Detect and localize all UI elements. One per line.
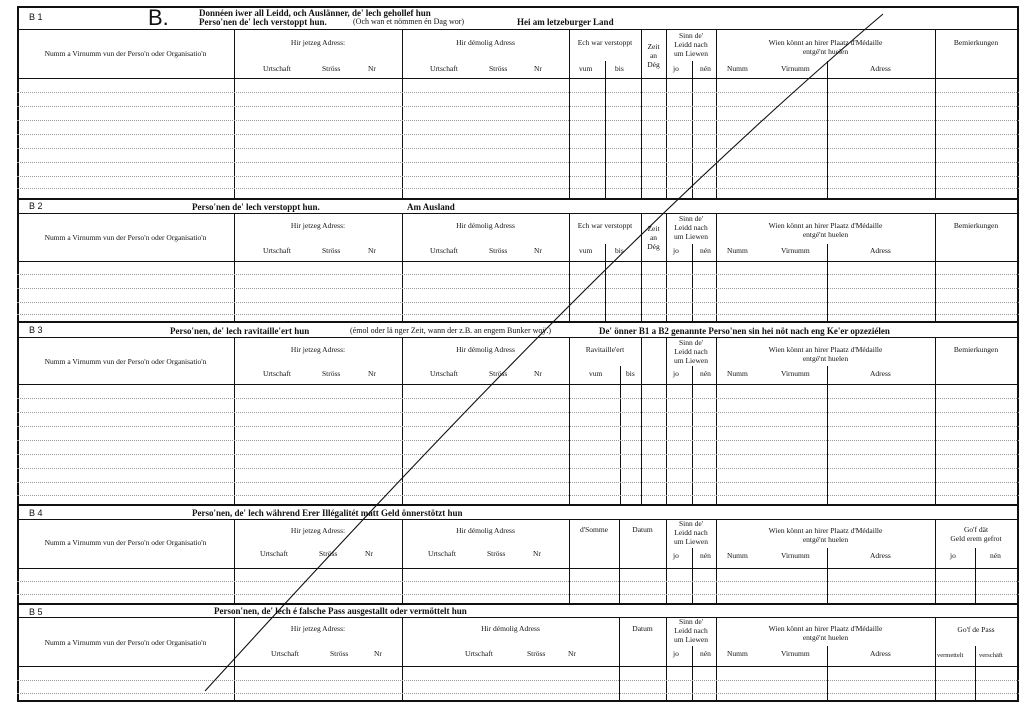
- medal-header-2: entgé'nt huelen: [802, 535, 849, 544]
- alive-header-2: Leidd nach: [674, 223, 708, 232]
- current-address-header: Hir jetzeg Adress:: [290, 345, 346, 354]
- firstname-header: Virnumm: [781, 246, 810, 255]
- street-header: Ströss: [489, 246, 508, 255]
- from-header: vum: [589, 369, 603, 378]
- pass-given-header: Go'f de Pass: [957, 625, 995, 634]
- nr-header: Nr: [368, 246, 376, 255]
- section-extra: De' önner B1 a B2 genannte Perso'nen sin hei nöt nach eng Ke'er opzeziélen: [599, 326, 890, 336]
- street-header: Ströss: [527, 649, 546, 658]
- to-header: bis: [615, 64, 624, 73]
- address-header: Adress: [870, 369, 891, 378]
- no-header: nén: [700, 64, 711, 73]
- section-title: Donnéen iwer all Leidd, och Auslänner, de' lech gehollef hun: [199, 8, 431, 18]
- yes-header: jo: [673, 246, 679, 255]
- nr-header: Nr: [568, 649, 576, 658]
- nr-header: Nr: [368, 64, 376, 73]
- nr-header: Nr: [533, 549, 541, 558]
- alive-header: Sinn de': [678, 338, 704, 347]
- current-address-header: Hir jetzeg Adress:: [290, 624, 346, 633]
- firstname-header: Virnumm: [781, 649, 810, 658]
- section-title-2: Perso'nen de' lech verstoppt hun.: [199, 17, 327, 27]
- former-address-header: Hir démolig Adress: [456, 345, 515, 354]
- medal-header-2: entgé'nt huelen: [802, 230, 849, 239]
- time-header-3: Dég: [647, 60, 660, 69]
- surname-header: Numm: [727, 369, 748, 378]
- town-header: Urtschaft: [430, 369, 458, 378]
- alive-header-2: Leidd nach: [674, 40, 708, 49]
- section-note: (Och wan et nömmen én Dag wor): [353, 17, 465, 26]
- medal-header: Wien könnt an hirer Plaatz d'Médaille: [768, 526, 883, 535]
- alive-header: Sinn de': [678, 31, 704, 40]
- yes-header: jo: [673, 649, 679, 658]
- brokered-header: vermettelt: [937, 652, 964, 659]
- section-place: Am Ausland: [407, 202, 455, 212]
- street-header: Ströss: [330, 649, 349, 658]
- no-header: nén: [700, 551, 711, 560]
- remarks-header: Bemierkungen: [953, 38, 999, 47]
- yes-header: jo: [950, 551, 956, 560]
- diagonal-strike-line: [17, 6, 1019, 702]
- alive-header: Sinn de': [678, 617, 704, 626]
- current-address-header: Hir jetzeg Adress:: [290, 526, 346, 535]
- former-address-header: Hir démolig Adress: [481, 624, 540, 633]
- name-col-header: Numm a Virnumm vun der Perso'n oder Organisatio'n: [44, 638, 207, 647]
- section-title: Perso'nen, de' lech ravitaille'ert hun: [170, 326, 310, 336]
- alive-header-3: um Liewen: [674, 49, 708, 58]
- section-label: B 3: [29, 325, 43, 335]
- remarks-header: Bemierkungen: [953, 345, 999, 354]
- to-header: bis: [615, 246, 624, 255]
- nr-header: Nr: [534, 369, 542, 378]
- given-back-header-2: Geld erem gefrot: [950, 534, 1002, 543]
- section-label: B 2: [29, 201, 43, 211]
- made-header: verschäft: [979, 652, 1003, 659]
- no-header: nén: [700, 369, 711, 378]
- name-col-header: Numm a Virnumm vun der Perso'n oder Organisatio'n: [44, 49, 207, 58]
- alive-header: Sinn de': [678, 519, 704, 528]
- town-header: Urtschaft: [428, 549, 456, 558]
- nr-header: Nr: [374, 649, 382, 658]
- nr-header: Nr: [534, 64, 542, 73]
- alive-header-2: Leidd nach: [674, 626, 708, 635]
- current-address-header: Hir jetzeg Adress:: [290, 221, 346, 230]
- yes-header: jo: [673, 64, 679, 73]
- form-sheet: [17, 6, 1019, 702]
- name-col-header: Numm a Virnumm vun der Perso'n oder Organisatio'n: [44, 233, 207, 242]
- former-address-header: Hir démolig Adress: [456, 526, 515, 535]
- from-header: vum: [579, 246, 593, 255]
- street-header: Ströss: [489, 64, 508, 73]
- yes-header: jo: [673, 551, 679, 560]
- sum-header: d'Somme: [579, 525, 609, 534]
- town-header: Urtschaft: [430, 246, 458, 255]
- nr-header: Nr: [365, 549, 373, 558]
- address-header: Adress: [870, 246, 891, 255]
- remarks-header: Bemierkungen: [953, 221, 999, 230]
- firstname-header: Virnumm: [781, 551, 810, 560]
- firstname-header: Virnumm: [781, 369, 810, 378]
- section-label: B 5: [29, 607, 43, 617]
- nr-header: Nr: [534, 246, 542, 255]
- address-header: Adress: [870, 649, 891, 658]
- medal-header-2: entgé'nt huelen: [802, 633, 849, 642]
- surname-header: Numm: [727, 649, 748, 658]
- no-header: nén: [990, 551, 1001, 560]
- section-label: B 4: [29, 508, 43, 518]
- town-header: Urtschaft: [430, 64, 458, 73]
- alive-header-3: um Liewen: [674, 232, 708, 241]
- former-address-header: Hir démolig Adress: [456, 38, 515, 47]
- street-header: Ströss: [489, 369, 508, 378]
- alive-header: Sinn de': [678, 214, 704, 223]
- yes-header: jo: [673, 369, 679, 378]
- alive-header-2: Leidd nach: [674, 347, 708, 356]
- section-title: Perso'nen, de' lech während Erer Illégalitét matt Geld önnerstötzt hun: [192, 508, 463, 518]
- address-header: Adress: [870, 64, 891, 73]
- medal-header-2: entgé'nt huelen: [802, 354, 849, 363]
- medal-header: Wien könnt an hirer Plaatz d'Médaille: [768, 38, 883, 47]
- section-place: Hei am letzeburger Land: [517, 17, 614, 27]
- town-header: Urtschaft: [263, 246, 291, 255]
- street-header: Ströss: [487, 549, 506, 558]
- form-mark: B.: [148, 5, 169, 30]
- alive-header-2: Leidd nach: [674, 528, 708, 537]
- to-header: bis: [626, 369, 635, 378]
- nr-header: Nr: [368, 369, 376, 378]
- time-header: Zeit: [647, 42, 660, 51]
- address-header: Adress: [870, 551, 891, 560]
- alive-header-3: um Liewen: [674, 537, 708, 546]
- from-header: vum: [579, 64, 593, 73]
- street-header: Ströss: [322, 64, 341, 73]
- name-col-header: Numm a Virnumm vun der Perso'n oder Organisatio'n: [44, 357, 207, 366]
- street-header: Ströss: [319, 549, 338, 558]
- alive-header-3: um Liewen: [674, 635, 708, 644]
- date-header: Datum: [632, 525, 653, 534]
- town-header: Urtschaft: [260, 549, 288, 558]
- alive-header-3: um Liewen: [674, 356, 708, 365]
- current-address-header: Hir jetzeg Adress:: [290, 38, 346, 47]
- medal-header: Wien könnt an hirer Plaatz d'Médaille: [768, 345, 883, 354]
- medal-header: Wien könnt an hirer Plaatz d'Médaille: [768, 221, 883, 230]
- section-note: (émol oder lä nger Zeit, wann der z.B. an engem Bunker woÿ.): [350, 326, 552, 335]
- medal-header: Wien könnt an hirer Plaatz d'Médaille: [768, 624, 883, 633]
- supplied-header: Ravitaille'ert: [585, 345, 625, 354]
- former-address-header: Hir démolig Adress: [456, 221, 515, 230]
- street-header: Ströss: [322, 246, 341, 255]
- time-header-2: an: [649, 233, 658, 242]
- surname-header: Numm: [727, 64, 748, 73]
- time-header-3: Dég: [647, 242, 660, 251]
- given-back-header: Go'f dät: [963, 525, 989, 534]
- hidden-header: Ech war verstoppt: [577, 38, 633, 47]
- section-title: Perso'nen de' lech verstoppt hun.: [192, 202, 320, 212]
- date-header: Datum: [632, 624, 653, 633]
- section-label: B 1: [29, 12, 43, 22]
- time-header: Zeit: [647, 224, 660, 233]
- no-header: nén: [700, 649, 711, 658]
- hidden-header: Ech war verstoppt: [577, 221, 633, 230]
- no-header: nén: [700, 246, 711, 255]
- town-header: Urtschaft: [263, 369, 291, 378]
- time-header-2: an: [649, 51, 658, 60]
- town-header: Urtschaft: [271, 649, 299, 658]
- section-title: Person'nen, de' lech é falsche Pass ausgestallt oder vermöttelt hun: [214, 606, 467, 616]
- surname-header: Numm: [727, 246, 748, 255]
- street-header: Ströss: [322, 369, 341, 378]
- surname-header: Numm: [727, 551, 748, 560]
- name-col-header: Numm a Virnumm vun der Perso'n oder Organisatio'n: [44, 538, 207, 547]
- firstname-header: Virnumm: [781, 64, 810, 73]
- medal-header-2: entgé'nt huelen: [802, 47, 849, 56]
- town-header: Urtschaft: [263, 64, 291, 73]
- town-header: Urtschaft: [465, 649, 493, 658]
